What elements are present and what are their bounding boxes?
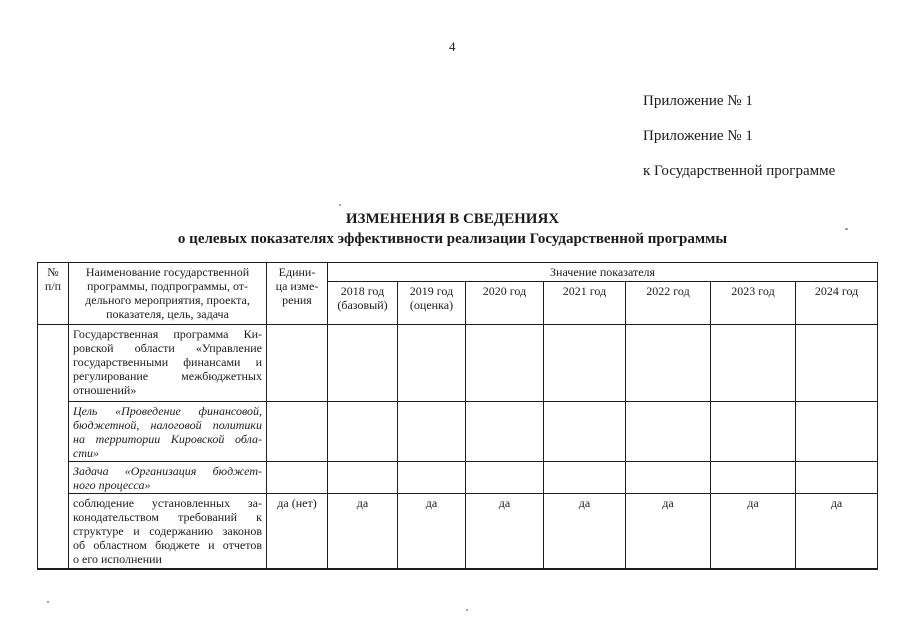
row-value-2020 bbox=[466, 462, 544, 494]
row-value-2024: да bbox=[796, 494, 878, 569]
header-year-2018: 2018 год (базовый) bbox=[328, 282, 398, 325]
row-unit bbox=[267, 402, 328, 462]
row-value-2024 bbox=[796, 325, 878, 402]
row-value-2019: да bbox=[398, 494, 466, 569]
header-year-2022: 2022 год bbox=[626, 282, 711, 325]
scan-speck bbox=[466, 609, 468, 611]
header-year-2020: 2020 год bbox=[466, 282, 544, 325]
row-value-2020: да bbox=[466, 494, 544, 569]
appendix-block bbox=[643, 93, 835, 198]
row-value-2023 bbox=[711, 462, 796, 494]
row-name-goal: Цель «Проведение финансовой, бюджетной, налоговой политики на территории Кировской обла- сти» bbox=[69, 402, 267, 462]
row-unit bbox=[267, 462, 328, 494]
row-unit bbox=[267, 325, 328, 402]
row-value-2021 bbox=[544, 325, 626, 402]
row-value-2022: да bbox=[626, 494, 711, 569]
header-year-2021: 2021 год bbox=[544, 282, 626, 325]
row-value-2021 bbox=[544, 462, 626, 494]
row-value-2021: да bbox=[544, 494, 626, 569]
row-name-program: Государственная программа Ки- ровской области «Управление государственными финансами и регулирование межбюджетных отношений» bbox=[69, 325, 267, 402]
table-row-goal bbox=[38, 402, 878, 462]
row-value-2018: да bbox=[328, 494, 398, 569]
row-value-2022 bbox=[626, 325, 711, 402]
page-number: 4 bbox=[449, 39, 456, 54]
row-value-2018 bbox=[328, 402, 398, 462]
row-value-2019 bbox=[398, 462, 466, 494]
row-value-2019 bbox=[398, 325, 466, 402]
row-name-task: Задача «Организация бюджет- ного процесса» bbox=[69, 462, 267, 494]
scan-speck bbox=[47, 601, 49, 603]
row-name-indicator: соблюдение установленных за- конодательством требований к структуре и содержанию законов об областном бюджете и отчетов о его исполнении bbox=[69, 494, 267, 569]
header-year-2019: 2019 год (оценка) bbox=[398, 282, 466, 325]
row-value-2023 bbox=[711, 325, 796, 402]
title-line-1: ИЗМЕНЕНИЯ В СВЕДЕНИЯХ bbox=[345, 211, 560, 227]
appendix-line-3: к Государственной программе bbox=[643, 163, 836, 179]
row-value-2021 bbox=[544, 402, 626, 462]
header-value-group: Значение показателя bbox=[328, 263, 878, 282]
header-year-2024: 2024 год bbox=[796, 282, 878, 325]
header-num: № п/п bbox=[38, 263, 69, 325]
title-line-2: о целевых показателях эффективности реализации Государственной программы bbox=[177, 231, 728, 247]
header-unit: Едини- ца изме- рения bbox=[267, 263, 328, 325]
row-value-2022 bbox=[626, 462, 711, 494]
indicators-table bbox=[37, 262, 878, 570]
row-value-2022 bbox=[626, 402, 711, 462]
row-value-2020 bbox=[466, 325, 544, 402]
scan-speck bbox=[339, 204, 341, 206]
row-value-2023: да bbox=[711, 494, 796, 569]
scan-speck bbox=[845, 228, 848, 230]
appendix-line-2: Приложение № 1 bbox=[643, 128, 753, 144]
row-value-2018 bbox=[328, 325, 398, 402]
appendix-line-1: Приложение № 1 bbox=[643, 93, 753, 109]
num-cell bbox=[38, 325, 69, 569]
header-name: Наименование государственной программы, подпрограммы, от- дельного мероприятия, проекта, показателя, цель, задача bbox=[69, 263, 267, 325]
row-value-2020 bbox=[466, 402, 544, 462]
table-row-indicator bbox=[38, 494, 878, 569]
row-unit: да (нет) bbox=[267, 494, 328, 569]
table-row-task bbox=[38, 462, 878, 494]
header-year-2023: 2023 год bbox=[711, 282, 796, 325]
row-value-2023 bbox=[711, 402, 796, 462]
row-value-2024 bbox=[796, 462, 878, 494]
row-value-2024 bbox=[796, 402, 878, 462]
row-value-2018 bbox=[328, 462, 398, 494]
table-row-program bbox=[38, 325, 878, 402]
document-title bbox=[0, 209, 905, 249]
row-value-2019 bbox=[398, 402, 466, 462]
